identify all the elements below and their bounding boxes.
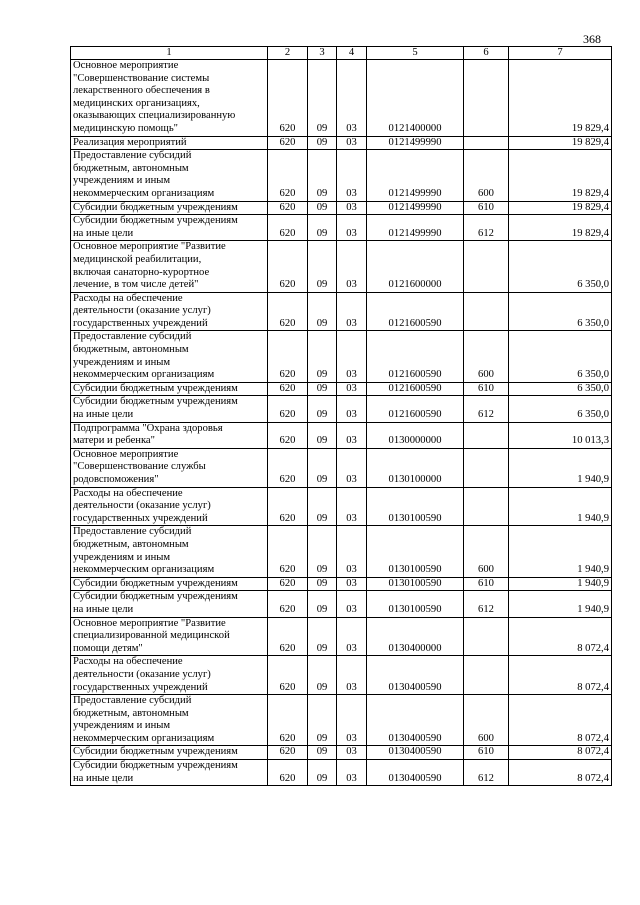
section-code-cell: 09	[308, 241, 337, 292]
ministry-code-cell: 620	[268, 760, 308, 786]
expense-type-cell: 610	[464, 382, 509, 396]
target-article-cell: 0121400000	[367, 60, 464, 137]
target-article-cell: 0130100590	[367, 526, 464, 577]
expense-type-cell	[464, 422, 509, 448]
amount-cell: 1 940,9	[509, 448, 612, 487]
target-article-cell: 0121499990	[367, 136, 464, 150]
expense-type-cell: 612	[464, 591, 509, 617]
item-name-cell: Предоставление субсидий бюджетным, автономным учреждениям и иным некоммерческим организациям	[71, 695, 268, 746]
ministry-code-cell: 620	[268, 60, 308, 137]
item-name-cell: Субсидии бюджетным учреждениям на иные цели	[71, 396, 268, 422]
section-code-cell: 09	[308, 136, 337, 150]
amount-cell: 6 350,0	[509, 292, 612, 331]
subsection-code-cell: 03	[337, 396, 367, 422]
table-row	[71, 695, 612, 746]
expense-type-cell: 600	[464, 150, 509, 201]
section-code-cell: 09	[308, 577, 337, 591]
item-name-cell: Субсидии бюджетным учреждениям на иные цели	[71, 760, 268, 786]
subsection-code-cell: 03	[337, 526, 367, 577]
subsection-code-cell: 03	[337, 422, 367, 448]
ministry-code-cell: 620	[268, 617, 308, 656]
section-code-cell: 09	[308, 487, 337, 526]
ministry-code-cell: 620	[268, 136, 308, 150]
target-article-cell: 0121600590	[367, 382, 464, 396]
subsection-code-cell: 03	[337, 241, 367, 292]
expense-type-cell: 610	[464, 201, 509, 215]
subsection-code-cell: 03	[337, 577, 367, 591]
target-article-cell: 0121499990	[367, 215, 464, 241]
ministry-code-cell: 620	[268, 150, 308, 201]
target-article-cell: 0121600590	[367, 396, 464, 422]
table-row	[71, 422, 612, 448]
ministry-code-cell: 620	[268, 487, 308, 526]
item-name-cell: Субсидии бюджетным учреждениям	[71, 382, 268, 396]
subsection-code-cell: 03	[337, 150, 367, 201]
section-code-cell: 09	[308, 396, 337, 422]
section-code-cell: 09	[308, 292, 337, 331]
section-code-cell: 09	[308, 591, 337, 617]
page-number: 368	[583, 32, 601, 46]
amount-cell: 8 072,4	[509, 746, 612, 760]
subsection-code-cell: 03	[337, 215, 367, 241]
target-article-cell: 0130100590	[367, 591, 464, 617]
table-row	[71, 487, 612, 526]
section-code-cell: 09	[308, 746, 337, 760]
budget-table	[70, 46, 612, 786]
subsection-code-cell: 03	[337, 201, 367, 215]
subsection-code-cell: 03	[337, 591, 367, 617]
item-name-cell: Основное мероприятие "Развитие медицинской реабилитации, включая санаторно-курортное лечение, в том числе детей"	[71, 241, 268, 292]
ministry-code-cell: 620	[268, 292, 308, 331]
item-name-cell: Реализация мероприятий	[71, 136, 268, 150]
ministry-code-cell: 620	[268, 746, 308, 760]
amount-cell: 1 940,9	[509, 591, 612, 617]
target-article-cell: 0121499990	[367, 150, 464, 201]
amount-cell: 6 350,0	[509, 396, 612, 422]
table-row	[71, 396, 612, 422]
target-article-cell: 0130000000	[367, 422, 464, 448]
amount-cell: 1 940,9	[509, 526, 612, 577]
target-article-cell: 0130400000	[367, 617, 464, 656]
expense-type-cell	[464, 136, 509, 150]
table-row	[71, 760, 612, 786]
ministry-code-cell: 620	[268, 422, 308, 448]
expense-type-cell: 612	[464, 760, 509, 786]
table-row	[71, 150, 612, 201]
table-row	[71, 617, 612, 656]
section-code-cell: 09	[308, 331, 337, 382]
item-name-cell: Расходы на обеспечение деятельности (оказание услуг) государственных учреждений	[71, 292, 268, 331]
table-row	[71, 292, 612, 331]
amount-cell: 8 072,4	[509, 760, 612, 786]
header-cell: 5	[367, 47, 464, 60]
amount-cell: 1 940,9	[509, 577, 612, 591]
amount-cell: 6 350,0	[509, 241, 612, 292]
item-name-cell: Субсидии бюджетным учреждениям	[71, 577, 268, 591]
item-name-cell: Предоставление субсидий бюджетным, автономным учреждениям и иным некоммерческим организациям	[71, 150, 268, 201]
ministry-code-cell: 620	[268, 382, 308, 396]
expense-type-cell	[464, 617, 509, 656]
amount-cell: 19 829,4	[509, 136, 612, 150]
section-code-cell: 09	[308, 695, 337, 746]
table-row	[71, 136, 612, 150]
expense-type-cell: 612	[464, 396, 509, 422]
ministry-code-cell: 620	[268, 526, 308, 577]
item-name-cell: Субсидии бюджетным учреждениям	[71, 201, 268, 215]
subsection-code-cell: 03	[337, 448, 367, 487]
table-row	[71, 448, 612, 487]
table-row	[71, 577, 612, 591]
section-code-cell: 09	[308, 201, 337, 215]
section-code-cell: 09	[308, 422, 337, 448]
amount-cell: 19 829,4	[509, 201, 612, 215]
item-name-cell: Основное мероприятие "Развитие специализированной медицинской помощи детям"	[71, 617, 268, 656]
amount-cell: 19 829,4	[509, 150, 612, 201]
target-article-cell: 0121600000	[367, 241, 464, 292]
ministry-code-cell: 620	[268, 331, 308, 382]
target-article-cell: 0121600590	[367, 292, 464, 331]
section-code-cell: 09	[308, 382, 337, 396]
section-code-cell: 09	[308, 215, 337, 241]
target-article-cell: 0130400590	[367, 746, 464, 760]
section-code-cell: 09	[308, 617, 337, 656]
expense-type-cell: 612	[464, 215, 509, 241]
target-article-cell: 0121600590	[367, 331, 464, 382]
item-name-cell: Основное мероприятие "Совершенствование системы лекарственного обеспечения в медицинских организациях, оказывающих специализированную медицинскую помощь"	[71, 60, 268, 137]
section-code-cell: 09	[308, 656, 337, 695]
expense-type-cell: 610	[464, 577, 509, 591]
item-name-cell: Предоставление субсидий бюджетным, автономным учреждениям и иным некоммерческим организациям	[71, 331, 268, 382]
table-row	[71, 201, 612, 215]
expense-type-cell: 600	[464, 695, 509, 746]
table-row	[71, 215, 612, 241]
item-name-cell: Субсидии бюджетным учреждениям	[71, 746, 268, 760]
item-name-cell: Подпрограмма "Охрана здоровья матери и ребенка"	[71, 422, 268, 448]
subsection-code-cell: 03	[337, 695, 367, 746]
item-name-cell: Расходы на обеспечение деятельности (оказание услуг) государственных учреждений	[71, 487, 268, 526]
ministry-code-cell: 620	[268, 448, 308, 487]
header-cell: 2	[268, 47, 308, 60]
ministry-code-cell: 620	[268, 241, 308, 292]
target-article-cell: 0130100590	[367, 577, 464, 591]
item-name-cell: Предоставление субсидий бюджетным, автономным учреждениям и иным некоммерческим организациям	[71, 526, 268, 577]
amount-cell: 8 072,4	[509, 617, 612, 656]
ministry-code-cell: 620	[268, 656, 308, 695]
subsection-code-cell: 03	[337, 760, 367, 786]
header-cell: 1	[71, 47, 268, 60]
ministry-code-cell: 620	[268, 396, 308, 422]
subsection-code-cell: 03	[337, 60, 367, 137]
ministry-code-cell: 620	[268, 695, 308, 746]
item-name-cell: Субсидии бюджетным учреждениям на иные цели	[71, 215, 268, 241]
table-row	[71, 746, 612, 760]
subsection-code-cell: 03	[337, 746, 367, 760]
expense-type-cell	[464, 60, 509, 137]
amount-cell: 10 013,3	[509, 422, 612, 448]
target-article-cell: 0130100000	[367, 448, 464, 487]
ministry-code-cell: 620	[268, 577, 308, 591]
expense-type-cell	[464, 656, 509, 695]
header-row	[71, 47, 612, 60]
expense-type-cell	[464, 241, 509, 292]
item-name-cell: Субсидии бюджетным учреждениям на иные цели	[71, 591, 268, 617]
target-article-cell: 0121499990	[367, 201, 464, 215]
expense-type-cell: 610	[464, 746, 509, 760]
table-row	[71, 591, 612, 617]
amount-cell: 6 350,0	[509, 382, 612, 396]
header-cell: 4	[337, 47, 367, 60]
item-name-cell: Расходы на обеспечение деятельности (оказание услуг) государственных учреждений	[71, 656, 268, 695]
header-cell: 3	[308, 47, 337, 60]
subsection-code-cell: 03	[337, 617, 367, 656]
expense-type-cell: 600	[464, 331, 509, 382]
subsection-code-cell: 03	[337, 331, 367, 382]
subsection-code-cell: 03	[337, 292, 367, 331]
expense-type-cell	[464, 448, 509, 487]
target-article-cell: 0130100590	[367, 487, 464, 526]
table-row	[71, 382, 612, 396]
table-row	[71, 656, 612, 695]
subsection-code-cell: 03	[337, 656, 367, 695]
amount-cell: 6 350,0	[509, 331, 612, 382]
table-row	[71, 241, 612, 292]
target-article-cell: 0130400590	[367, 695, 464, 746]
expense-type-cell	[464, 487, 509, 526]
target-article-cell: 0130400590	[367, 760, 464, 786]
amount-cell: 19 829,4	[509, 215, 612, 241]
header-cell: 7	[509, 47, 612, 60]
amount-cell: 8 072,4	[509, 695, 612, 746]
item-name-cell: Основное мероприятие "Совершенствование службы родовспоможения"	[71, 448, 268, 487]
section-code-cell: 09	[308, 60, 337, 137]
header-cell: 6	[464, 47, 509, 60]
subsection-code-cell: 03	[337, 382, 367, 396]
ministry-code-cell: 620	[268, 215, 308, 241]
table-row	[71, 526, 612, 577]
table-row	[71, 60, 612, 137]
subsection-code-cell: 03	[337, 136, 367, 150]
expense-type-cell	[464, 292, 509, 331]
target-article-cell: 0130400590	[367, 656, 464, 695]
section-code-cell: 09	[308, 526, 337, 577]
section-code-cell: 09	[308, 150, 337, 201]
ministry-code-cell: 620	[268, 591, 308, 617]
amount-cell: 1 940,9	[509, 487, 612, 526]
subsection-code-cell: 03	[337, 487, 367, 526]
ministry-code-cell: 620	[268, 201, 308, 215]
section-code-cell: 09	[308, 448, 337, 487]
amount-cell: 19 829,4	[509, 60, 612, 137]
expense-type-cell: 600	[464, 526, 509, 577]
section-code-cell: 09	[308, 760, 337, 786]
table-row	[71, 331, 612, 382]
amount-cell: 8 072,4	[509, 656, 612, 695]
